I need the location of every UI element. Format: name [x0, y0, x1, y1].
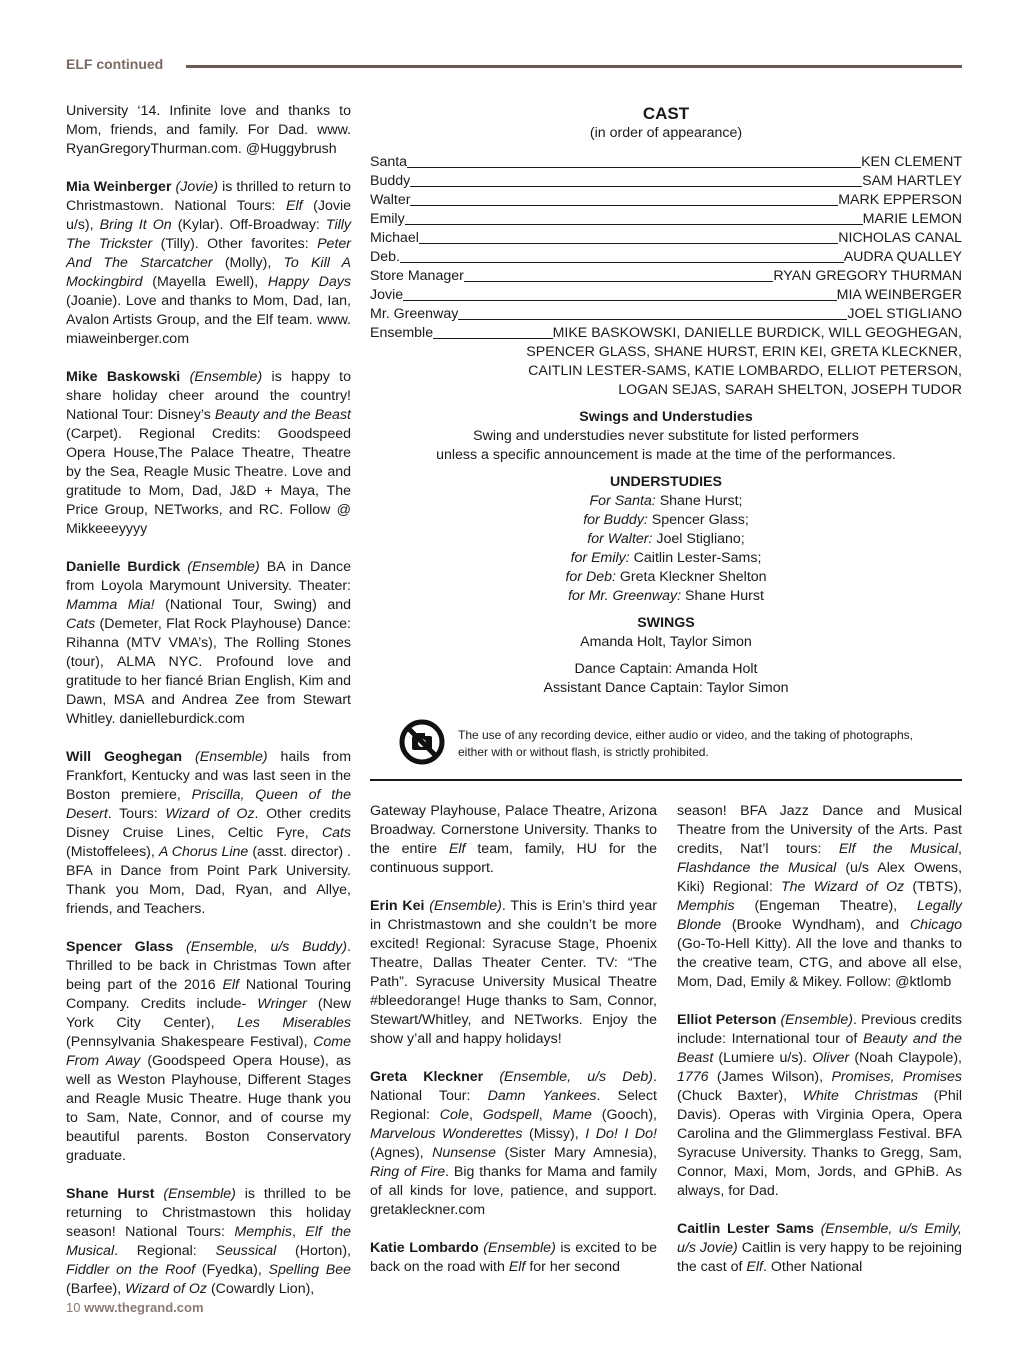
understudy-role: for Buddy: [583, 512, 648, 528]
bio-caitlin-lester-sams: Caitlin Lester Sams (Ensemble, u/s Emily, u/s Jovie) Caitlin is very happy to be rejoining the cast of Elf. Other National [677, 1221, 963, 1275]
understudy-item [370, 492, 962, 511]
cast-role: Mr. Greenway [370, 306, 459, 322]
section-divider [370, 779, 962, 781]
swings-understudies-heading: Swings and Understudies [579, 409, 753, 425]
leader-line [464, 281, 773, 282]
understudy-role: for Walter: [587, 531, 653, 547]
understudy-item [370, 549, 962, 568]
footer-url[interactable]: www.thegrand.com [84, 1300, 204, 1315]
cast-row [370, 305, 962, 324]
mid-column [370, 802, 657, 1296]
cast-rows [370, 153, 962, 343]
cast-row [370, 191, 962, 210]
cast-actor: RYAN GREGORY THURMAN [773, 268, 962, 284]
no-camera-icon [398, 718, 446, 766]
bio-elliot-peterson: Elliot Peterson (Ensemble). Previous credits include: International tour of Beauty and the Beast (Lumiere u/s). Oliver (Noah Claypole), 1776 (James Wilson), Promises, Promises (Chuck Baxter), White Christmas (Phil Davis). Operas with Virginia Opera, Opera Carolina and the Glimmerglass Festival. BFA Syracuse University. Thanks to Gregg, Sam, Connor, Maxi, Mom, Jords, and GPhiB. As always, for Dad. [677, 1012, 963, 1199]
leader-line [407, 167, 861, 168]
swings-heading: SWINGS [637, 615, 695, 631]
bio-paragraph: Gateway Playhouse, Palace Theatre, Arizona Broadway. Cornerstone University. Thanks to the entire Elf team, family, HU for the continuous support. [370, 803, 657, 876]
cast-row [370, 153, 962, 172]
cast-role: Jovie [370, 287, 404, 303]
page-footer [66, 1300, 204, 1315]
understudy-item [370, 587, 962, 606]
dance-captain: Dance Captain: Amanda Holt [574, 661, 758, 677]
cast-actor: KEN CLEMENT [861, 154, 962, 170]
cast-actor: NICHOLAS CANAL [838, 230, 962, 246]
bio-erin-kei: Erin Kei (Ensemble). This is Erin’s third year in Christmastown and she couldn’t be more excited! Regional: Syracuse Stage, Phoenix Theatre, Dallas Theater Center. TV: “The Path”. Syracuse University Musical Theatre #bleedorange! Huge thanks to Sam, Connor, Stewart/Whitley, and NETworks. Enjoy the show y’all and happy holidays! [370, 898, 657, 1047]
ensemble-continued-1: SPENCER GLASS, SHANE HURST, ERIN KEI, GRETA KLECKNER, [526, 344, 962, 360]
bio-will-geoghegan: Will Geoghegan (Ensemble) hails from Frankfort, Kentucky and was last seen in the Boston premiere, Priscilla, Queen of the Desert. Tours: Wizard of Oz. Other credits Disney Cruise Lines, Celtic Fyre, Cats (Mistoffelees), A Chorus Line (asst. director) . BFA in Dance from Point Park University. Thank you Mom, Dad, Ryan, and Allye, friends, and Teachers. [66, 749, 352, 917]
assistant-dance-captain: Assistant Dance Captain: Taylor Simon [543, 680, 789, 696]
swings-note: Swing and understudies never substitute for listed performers [473, 428, 859, 444]
cast-actor: MARIE LEMON [862, 211, 962, 227]
recording-notice [398, 718, 960, 768]
leader-line [405, 224, 863, 225]
cast-role: Michael [370, 230, 419, 246]
bio-shane-hurst: Shane Hurst (Ensemble) is thrilled to be returning to Christmastown this holiday season! National Tours: Memphis, Elf the Musical. Regional: Seussical (Horton), Fiddler on the Roof (Fyedka), Spelling Bee (Barfee), Wizard of Oz (Cowardly Lion), [66, 1186, 351, 1297]
understudy-item [370, 511, 962, 530]
cast-list [370, 102, 962, 698]
leader-line [400, 262, 844, 263]
cast-role: Store Manager [370, 268, 464, 284]
notice-text: The use of any recording device, either audio or video, and the taking of photographs, either with or without flash, is strictly prohibited. [458, 728, 913, 759]
understudy-role: For Santa: [589, 493, 656, 509]
cast-actor: MARK EPPERSON [838, 192, 962, 208]
cast-role: Buddy [370, 173, 411, 189]
cast-subtitle: (in order of appearance) [589, 125, 743, 141]
understudy-name: Caitlin Lester-Sams; [629, 550, 762, 566]
cast-role: Walter [370, 192, 411, 208]
leader-line [403, 300, 837, 301]
cast-row [370, 267, 962, 286]
cast-role: Ensemble [370, 325, 434, 341]
cast-row [370, 324, 962, 343]
leader-line [419, 243, 838, 244]
cast-actor: MIKE BASKOWSKI, DANIELLE BURDICK, WILL GEOGHEGAN, [552, 325, 962, 341]
understudy-name: Shane Hurst; [655, 493, 743, 509]
cast-row [370, 286, 962, 305]
understudy-item [370, 568, 962, 587]
page-number: 10 [66, 1300, 81, 1315]
swings-note: unless a specific announcement is made at the time of the performances. [436, 447, 896, 463]
leader-line [410, 186, 862, 187]
cast-role: Deb. [370, 249, 400, 265]
header-title: ELF continued [66, 56, 164, 72]
cast-title: CAST [642, 104, 690, 123]
cast-row [370, 248, 962, 267]
understudy-item [370, 530, 962, 549]
leader-line [410, 205, 838, 206]
ensemble-continued-3: LOGAN SEJAS, SARAH SHELTON, JOSEPH TUDOR [618, 382, 962, 398]
bio-greta-kleckner: Greta Kleckner (Ensemble, u/s Deb). National Tour: Damn Yankees. Select Regional: Cole, Godspell, Mame (Gooch), Marvelous Wonderettes (Missy), I Do! I Do! (Agnes), Nunsense (Sister Mary Amnesia), Ring of Fire. Big thanks for Mama and family of all kinds for love, patience, and support. gretakleckner.com [370, 1069, 658, 1218]
cast-actor: SAM HARTLEY [862, 173, 962, 189]
bio-katie-lombardo: Katie Lombardo (Ensemble) is excited to be back on the road with Elf for her second [370, 1240, 657, 1275]
understudy-role: for Deb: [565, 569, 616, 585]
cast-row [370, 210, 962, 229]
bio-paragraph: season! BFA Jazz Dance and Musical Theatre from the University of the Arts. Past credits, Nat’l tours: Elf the Musical, Flashdance the Musical (u/s Alex Owens, Kiki) Regional: The Wizard of Oz (TBTS), Memphis (Engeman Theatre), Legally Blonde (Brooke Wyndham), and Chicago (Go-To-Hell Kitty). All the love and thanks to the creative team, CTG, and above all else, Mom, Dad, Emily & Mikey. Follow: @ktlomb [677, 803, 963, 990]
cast-actor: JOEL STIGLIANO [847, 306, 962, 322]
right-column [677, 802, 962, 1296]
header-rule [186, 65, 962, 68]
understudy-name: Shane Hurst [681, 588, 764, 604]
understudy-name: Spencer Glass; [647, 512, 749, 528]
ensemble-continued-2: CAITLIN LESTER-SAMS, KATIE LOMBARDO, ELLIOT PETERSON, [528, 363, 962, 379]
bio-mike-baskowski: Mike Baskowski (Ensemble) is happy to share holiday cheer around the country! National Tour: Disney’s Beauty and the Beast (Carpet). Regional Credits: Goodspeed Opera House,The Palace Theatre, Theatre by the Sea, Reagle Music Theatre. Love and gratitude to Mom, Dad, J&D + Maya, The Price Group, NETworks, and RC. Follow @ Mikkeeeyyyy [66, 369, 351, 537]
understudy-role: for Emily: [570, 550, 630, 566]
cast-actor: AUDRA QUALLEY [843, 249, 962, 265]
cast-role: Santa [370, 154, 408, 170]
leader-line [458, 319, 847, 320]
swings-names: Amanda Holt, Taylor Simon [580, 634, 752, 650]
bio-danielle-burdick: Danielle Burdick (Ensemble) BA in Dance from Loyola Marymount University. Theater: Mamma Mia! (National Tour, Swing) and Cats (Demeter, Flat Rock Playhouse) Dance: Rihanna (MTV VMA’s), The Rolling Stones (tour), ALMA NYC. Profound love and gratitude to her fiancé Brian English, Kim and Dawn, MSA and Andrea Zee from Stewart Whitley. danielleburdick.com [66, 559, 351, 727]
cast-row [370, 229, 962, 248]
bio-paragraph: University ‘14. Infinite love and thanks to Mom, friends, and family. For Dad. www. RyanGregoryThurman.com. @Huggybrush [66, 103, 351, 157]
understudy-role: for Mr. Greenway: [568, 588, 682, 604]
page-header [66, 54, 962, 76]
cast-row [370, 172, 962, 191]
cast-role: Emily [370, 211, 405, 227]
leader-line [433, 338, 552, 339]
understudies-heading: UNDERSTUDIES [610, 474, 722, 490]
bio-mia-weinberger: Mia Weinberger (Jovie) is thrilled to return to Christmastown. National Tours: Elf (Jovie u/s), Bring It On (Kylar). Off-Broadway: Tilly The Trickster (Tilly). Other favorites: Peter And The Starcatcher (Molly), To Kill A Mockingbird (Mayella Ewell), Happy Days (Joanie). Love and thanks to Mom, Dad, Ian, Avalon Artists Group, and the Elf team. www. miaweinberger.com [66, 179, 352, 347]
understudy-list [370, 492, 962, 606]
understudy-name: Greta Kleckner Shelton [615, 569, 767, 585]
understudy-name: Joel Stigliano; [652, 531, 745, 547]
cast-actor: MIA WEINBERGER [836, 287, 962, 303]
left-column [66, 102, 351, 1318]
bio-spencer-glass: Spencer Glass (Ensemble, u/s Buddy). Thrilled to be back in Christmas Town after being part of the 2016 Elf National Touring Company. Credits include- Wringer (New York City Center), Les Miserables (Pennsylvania Shakespeare Festival), Come From Away (Goodspeed Opera House), as well as Weston Playhouse, Different Stages and Reagle Music Theatre. Huge thank you to Sam, Nate, Connor, and of course my beautiful parents. Boston Conservatory graduate. [66, 939, 351, 1164]
